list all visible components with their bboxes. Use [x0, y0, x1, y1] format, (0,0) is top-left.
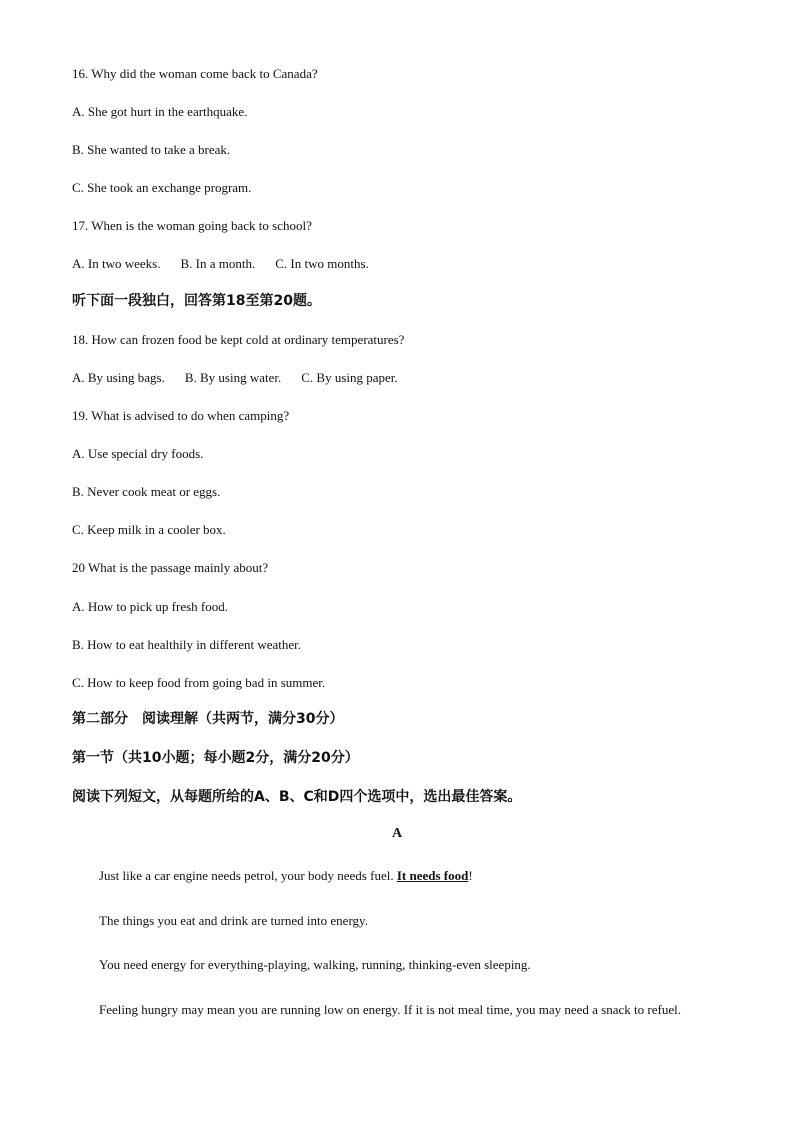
part2-title: 第二部分 阅读理解（共两节，满分30分）	[72, 711, 344, 727]
q20-option-a: A. How to pick up fresh food.	[72, 599, 228, 614]
q20-option-c: C. How to keep food from going bad in summer.	[72, 675, 326, 690]
reading-instructions: 阅读下列短文，从每题所给的A、B、C和D四个选项中，选出最佳答案。	[72, 789, 522, 805]
question-18: 18. How can frozen food be kept cold at ordinary temperatures?	[72, 332, 405, 347]
q17-option-b: B. In a month.	[180, 256, 256, 271]
q17-option-a: A. In two weeks.	[72, 256, 161, 271]
passage-paragraph-2: The things you eat and drink are turned into energy.	[99, 913, 368, 928]
p1-end: !	[468, 868, 473, 883]
question-19: 19. What is advised to do when camping?	[72, 408, 290, 423]
q19-option-c: C. Keep milk in a cooler box.	[72, 522, 226, 537]
question-17: 17. When is the woman going back to school?	[72, 218, 312, 233]
question-20: 20 What is the passage mainly about?	[72, 560, 269, 575]
q16-option-c: C. She took an exchange program.	[72, 180, 252, 195]
monologue-instruction: 听下面一段独白，回答第18至第20题。	[72, 293, 321, 309]
p1-underlined: It needs food	[396, 868, 469, 883]
passage-label: A	[391, 826, 403, 841]
section1-title: 第一节（共10小题；每小题2分，满分20分）	[72, 750, 359, 766]
q16-option-a: A. She got hurt in the earthquake.	[72, 104, 248, 119]
q19-option-b: B. Never cook meat or eggs.	[72, 484, 221, 499]
question-16: 16. Why did the woman come back to Canada?	[72, 66, 318, 81]
q17-option-c: C. In two months.	[275, 256, 369, 271]
passage-paragraph-1	[99, 868, 473, 884]
q18-options	[72, 370, 418, 386]
q20-option-b: B. How to eat healthily in different weather.	[72, 637, 301, 652]
q16-option-b: B. She wanted to take a break.	[72, 142, 231, 157]
q18-option-c: C. By using paper.	[301, 370, 398, 385]
q19-option-a: A. Use special dry foods.	[72, 446, 204, 461]
passage-paragraph-3: You need energy for everything-playing, walking, running, thinking-even sleeping.	[99, 957, 531, 972]
passage-paragraph-4: Feeling hungry may mean you are running low on energy. If it is not meal time, you may need a snack to refuel.	[99, 1002, 681, 1017]
q18-option-a: A. By using bags.	[72, 370, 165, 385]
q18-option-b: B. By using water.	[184, 370, 282, 385]
q17-options	[72, 256, 389, 272]
p1-text: Just like a car engine needs petrol, your body needs fuel.	[99, 868, 397, 883]
